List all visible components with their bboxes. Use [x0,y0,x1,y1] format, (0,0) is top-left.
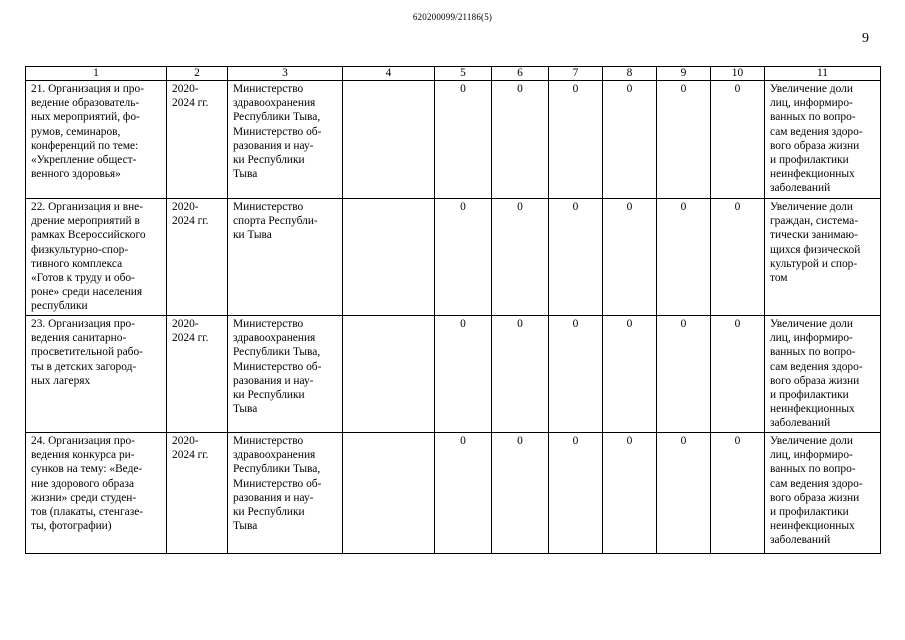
column-number: 3 [228,67,343,81]
value-cell-6: 0 [492,199,549,316]
column-number: 2 [167,67,228,81]
table-row [26,81,881,199]
table-row [26,433,881,554]
column-number: 1 [26,67,167,81]
document-id: 620200099/21186(5) [412,12,493,22]
value-cell-7: 0 [549,316,603,433]
column-number: 5 [435,67,492,81]
period-cell: 2020- 2024 гг. [167,81,228,199]
period-cell: 2020- 2024 гг. [167,199,228,316]
event-cell: 22. Организация и вне- дрение мероприятий в рамках Всероссийского физкультурно-спор- тивного комплекса «Готов к труду и обо- роне» среди населения республики [26,199,167,316]
value-cell-10: 0 [711,199,765,316]
value-cell-5: 0 [435,316,492,433]
value-cell-5: 0 [435,433,492,554]
table-row [26,316,881,433]
value-cell-9: 0 [657,433,711,554]
value-cell-5: 0 [435,81,492,199]
program-table [25,66,881,554]
executor-cell: Министерство здравоохранения Республики Тыва, Министерство об- разования и нау- ки Республики Тыва [228,316,343,433]
column-number-row [26,67,881,81]
value-cell-6: 0 [492,433,549,554]
result-cell: Увеличение доли лиц, информиро- ванных по вопро- сам ведения здоро- вого образа жизни и профилактики неинфекционных заболеваний [765,316,881,433]
event-cell: 21. Организация и про- ведение образователь- ных мероприятий, фо- румов, семинаров, конференций по теме: «Укрепление общест- венного здоровья» [26,81,167,199]
column-number: 10 [711,67,765,81]
value-cell-6: 0 [492,316,549,433]
event-cell: 23. Организация про- ведения санитарно- просветительной рабо- ты в детских загород- ных лагерях [26,316,167,433]
value-cell-6: 0 [492,81,549,199]
result-cell: Увеличение доли граждан, система- тически занимаю- щихся физической культурой и спор- том [765,199,881,316]
value-cell-9: 0 [657,81,711,199]
executor-cell: Министерство здравоохранения Республики Тыва, Министерство об- разования и нау- ки Республики Тыва [228,433,343,554]
column-number: 11 [765,67,881,81]
value-cell-10: 0 [711,316,765,433]
value-cell-9: 0 [657,316,711,433]
column-4-cell [343,199,435,316]
column-number: 8 [603,67,657,81]
period-cell: 2020- 2024 гг. [167,433,228,554]
value-cell-5: 0 [435,199,492,316]
page-number: 9 [862,31,869,46]
value-cell-8: 0 [603,199,657,316]
value-cell-8: 0 [603,433,657,554]
table-row [26,199,881,316]
column-number: 9 [657,67,711,81]
column-number: 4 [343,67,435,81]
result-cell: Увеличение доли лиц, информиро- ванных по вопро- сам ведения здоро- вого образа жизни и профилактики неинфекционных заболеваний [765,433,881,554]
column-4-cell [343,81,435,199]
value-cell-10: 0 [711,81,765,199]
executor-cell: Министерство спорта Республи- ки Тыва [228,199,343,316]
executor-cell: Министерство здравоохранения Республики Тыва, Министерство об- разования и нау- ки Республики Тыва [228,81,343,199]
value-cell-7: 0 [549,199,603,316]
column-number: 6 [492,67,549,81]
result-cell: Увеличение доли лиц, информиро- ванных по вопро- сам ведения здоро- вого образа жизни и профилактики неинфекционных заболеваний [765,81,881,199]
value-cell-9: 0 [657,199,711,316]
column-4-cell [343,316,435,433]
value-cell-8: 0 [603,316,657,433]
period-cell: 2020- 2024 гг. [167,316,228,433]
value-cell-7: 0 [549,81,603,199]
column-number: 7 [549,67,603,81]
value-cell-8: 0 [603,81,657,199]
column-4-cell [343,433,435,554]
event-cell: 24. Организация про- ведения конкурса ри- сунков на тему: «Веде- ние здорового образа жизни» среди студен- тов (плакаты, стенгазе- ты, фотографии) [26,433,167,554]
value-cell-7: 0 [549,433,603,554]
value-cell-10: 0 [711,433,765,554]
